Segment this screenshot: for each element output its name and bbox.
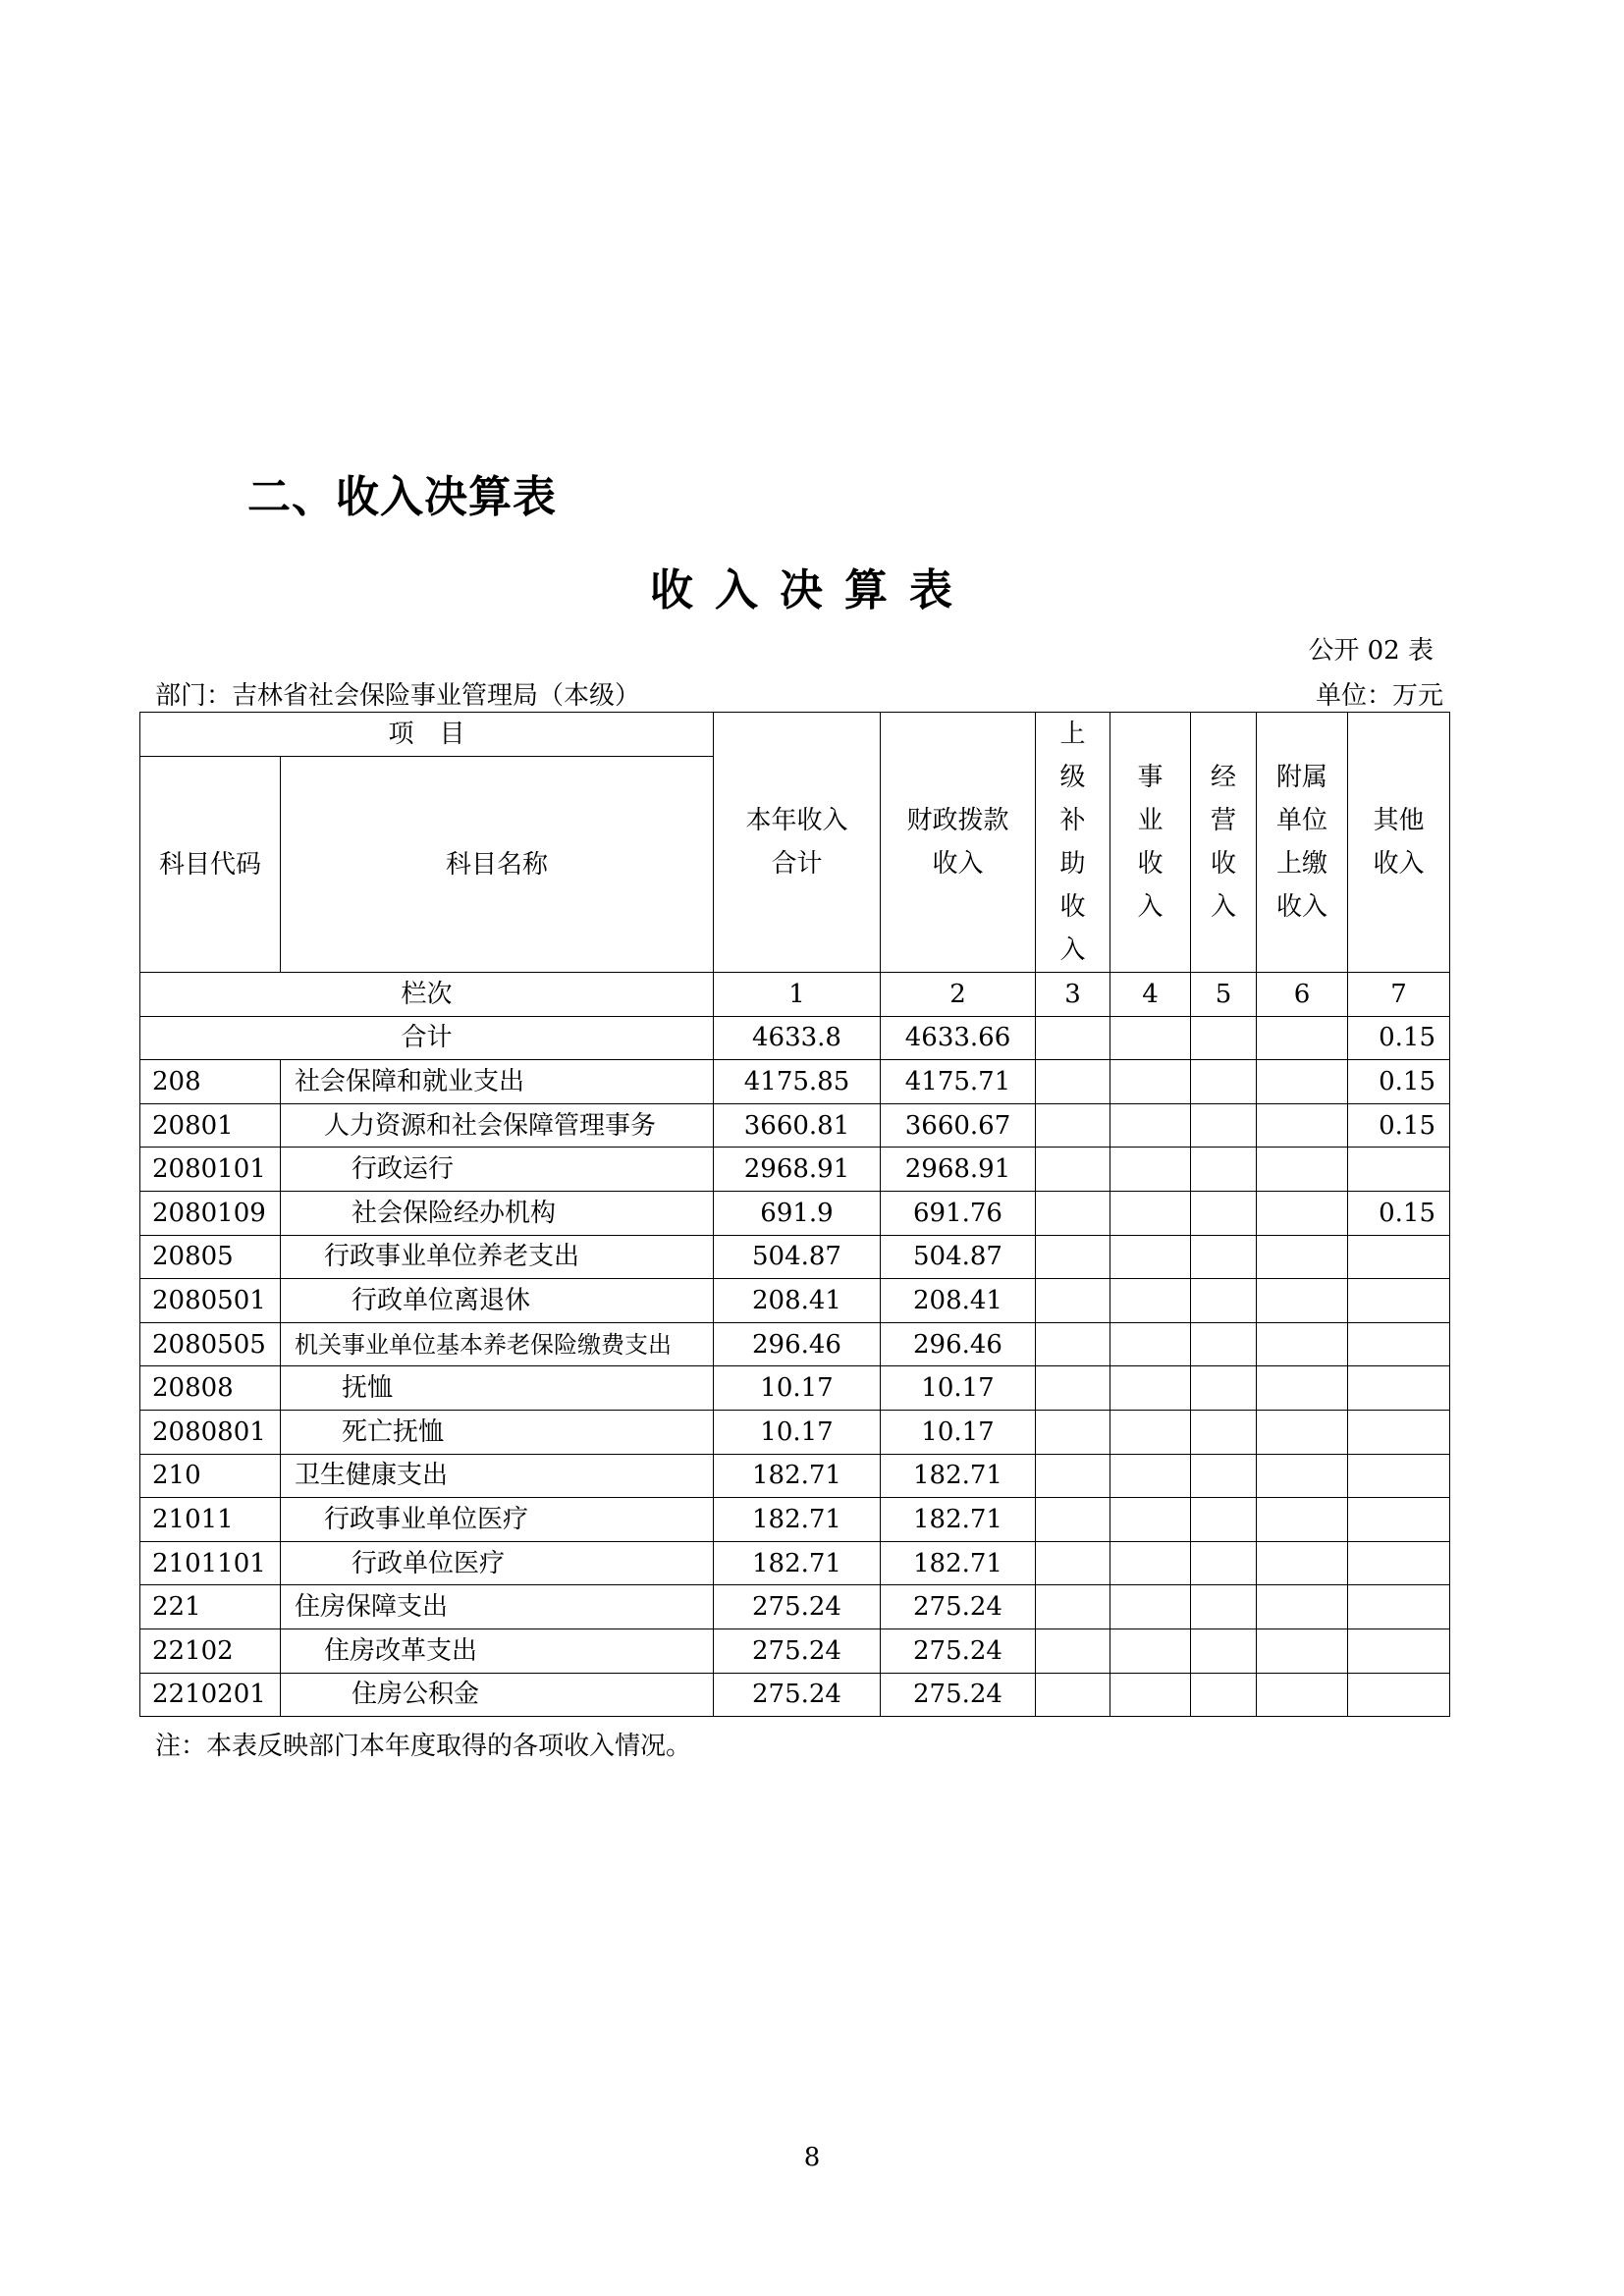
table-row (140, 1498, 1450, 1542)
subject-code-cell: 2080501 (140, 1279, 281, 1323)
header-text: 其他 (1373, 806, 1425, 835)
amount-cell (1036, 1541, 1110, 1585)
amount-cell (1110, 1410, 1191, 1454)
subject-name-cell: 卫生健康支出 (281, 1454, 714, 1498)
subject-name-cell: 住房改革支出 (281, 1629, 714, 1673)
amount-cell: 0.15 (1348, 1060, 1450, 1104)
amount-cell (1110, 1148, 1191, 1192)
header-text: 收 (1210, 849, 1236, 879)
amount-cell (1110, 1585, 1191, 1629)
amount-cell: 275.24 (881, 1629, 1036, 1673)
amount-cell: 182.71 (714, 1498, 881, 1542)
header-text: 经 (1210, 763, 1236, 792)
header-col5 (1191, 713, 1257, 973)
amount-cell (1257, 1541, 1348, 1585)
subject-name-cell: 死亡抚恤 (281, 1410, 714, 1454)
amount-cell: 182.71 (881, 1541, 1036, 1585)
amount-cell (1348, 1585, 1450, 1629)
amount-cell (1191, 1366, 1257, 1411)
header-text: 业 (1137, 806, 1164, 835)
amount-cell (1257, 1410, 1348, 1454)
column-index-cell: 7 (1348, 973, 1450, 1017)
amount-cell (1036, 1366, 1110, 1411)
subject-name-cell: 行政事业单位养老支出 (281, 1235, 714, 1279)
header-col1 (714, 713, 881, 973)
subject-code-cell: 2080505 (140, 1322, 281, 1366)
amount-cell (1191, 1498, 1257, 1542)
amount-cell (1191, 1629, 1257, 1673)
header-text: 本年收入 (745, 806, 848, 835)
header-text: 级 (1059, 763, 1086, 792)
header-text: 上缴 (1275, 849, 1327, 879)
amount-cell (1110, 1629, 1191, 1673)
amount-cell: 3660.81 (714, 1103, 881, 1148)
amount-cell (1257, 1060, 1348, 1104)
amount-cell (1348, 1148, 1450, 1192)
column-index-cell: 5 (1191, 973, 1257, 1017)
table-row (140, 1279, 1450, 1323)
amount-cell: 691.76 (881, 1191, 1036, 1235)
subject-code-cell: 22102 (140, 1629, 281, 1673)
amount-cell (1110, 1322, 1191, 1366)
amount-cell (1191, 1191, 1257, 1235)
amount-cell (1110, 1235, 1191, 1279)
total-value-cell: 4633.8 (714, 1016, 881, 1060)
header-text: 补 (1059, 806, 1086, 835)
header-text: 事 (1137, 763, 1164, 792)
amount-cell: 0.15 (1348, 1103, 1450, 1148)
amount-cell (1110, 1541, 1191, 1585)
amount-cell (1191, 1322, 1257, 1366)
amount-cell (1257, 1322, 1348, 1366)
amount-cell (1257, 1148, 1348, 1192)
amount-cell (1110, 1454, 1191, 1498)
header-text: 附属 (1275, 763, 1327, 792)
amount-cell (1110, 1498, 1191, 1542)
page-number: 8 (803, 2143, 821, 2172)
amount-cell (1257, 1673, 1348, 1717)
income-table (139, 712, 1450, 1717)
header-col2 (881, 713, 1036, 973)
amount-cell (1036, 1673, 1110, 1717)
amount-cell: 10.17 (714, 1366, 881, 1411)
column-index-label: 栏次 (140, 973, 714, 1017)
amount-cell (1036, 1629, 1110, 1673)
subject-name-cell: 行政运行 (281, 1148, 714, 1192)
total-value-cell (1257, 1016, 1348, 1060)
total-value-cell: 4633.66 (881, 1016, 1036, 1060)
amount-cell (1110, 1191, 1191, 1235)
amount-cell (1348, 1541, 1450, 1585)
subject-code-cell: 210 (140, 1454, 281, 1498)
header-name: 科目名称 (281, 757, 714, 973)
header-col6 (1257, 713, 1348, 973)
amount-cell (1348, 1235, 1450, 1279)
subject-code-cell: 2080109 (140, 1191, 281, 1235)
subject-name-cell: 社会保险经办机构 (281, 1191, 714, 1235)
table-row (140, 1673, 1450, 1717)
table-row (140, 1585, 1450, 1629)
amount-cell (1257, 1585, 1348, 1629)
table-row (140, 1148, 1450, 1192)
amount-cell: 4175.85 (714, 1060, 881, 1104)
header-col4 (1110, 713, 1191, 973)
subject-name-cell: 行政单位医疗 (281, 1541, 714, 1585)
header-text: 收入 (932, 849, 984, 879)
amount-cell: 10.17 (714, 1410, 881, 1454)
column-index-cell: 3 (1036, 973, 1110, 1017)
amount-cell: 10.17 (881, 1410, 1036, 1454)
amount-cell: 275.24 (881, 1673, 1036, 1717)
amount-cell: 208.41 (714, 1279, 881, 1323)
table-row (140, 1366, 1450, 1411)
header-col7 (1348, 713, 1450, 973)
amount-cell: 275.24 (714, 1629, 881, 1673)
amount-cell: 0.15 (1348, 1191, 1450, 1235)
subject-name-cell: 住房公积金 (281, 1673, 714, 1717)
section-heading: 二、收入决算表 (247, 472, 557, 522)
amount-cell: 296.46 (881, 1322, 1036, 1366)
amount-cell (1348, 1673, 1450, 1717)
header-text: 收 (1059, 892, 1086, 922)
subject-code-cell: 20805 (140, 1235, 281, 1279)
header-text: 财政拨款 (906, 806, 1009, 835)
amount-cell: 208.41 (881, 1279, 1036, 1323)
header-text: 单位 (1275, 806, 1327, 835)
amount-cell: 2968.91 (881, 1148, 1036, 1192)
amount-cell (1348, 1279, 1450, 1323)
amount-cell: 182.71 (881, 1498, 1036, 1542)
table-title: 收入决算表 (650, 565, 974, 615)
amount-cell (1191, 1235, 1257, 1279)
amount-cell: 2968.91 (714, 1148, 881, 1192)
amount-cell (1257, 1629, 1348, 1673)
amount-cell (1257, 1454, 1348, 1498)
amount-cell (1191, 1148, 1257, 1192)
amount-cell (1036, 1191, 1110, 1235)
amount-cell: 182.71 (881, 1454, 1036, 1498)
amount-cell: 275.24 (714, 1673, 881, 1717)
subject-code-cell: 21011 (140, 1498, 281, 1542)
amount-cell (1110, 1279, 1191, 1323)
subject-code-cell: 221 (140, 1585, 281, 1629)
amount-cell (1348, 1454, 1450, 1498)
amount-cell (1191, 1060, 1257, 1104)
header-text: 营 (1210, 806, 1236, 835)
amount-cell (1191, 1279, 1257, 1323)
amount-cell (1348, 1410, 1450, 1454)
unit-label: 单位：万元 (1315, 681, 1443, 711)
amount-cell (1348, 1629, 1450, 1673)
amount-cell (1257, 1191, 1348, 1235)
amount-cell: 275.24 (714, 1585, 881, 1629)
amount-cell (1036, 1454, 1110, 1498)
subject-name-cell: 住房保障支出 (281, 1585, 714, 1629)
subject-code-cell: 2210201 (140, 1673, 281, 1717)
amount-cell (1110, 1060, 1191, 1104)
subject-name-cell: 机关事业单位基本养老保险缴费支出 (281, 1322, 714, 1366)
amount-cell (1191, 1103, 1257, 1148)
total-label: 合计 (140, 1016, 714, 1060)
subject-code-cell: 20801 (140, 1103, 281, 1148)
amount-cell: 182.71 (714, 1541, 881, 1585)
header-text: 助 (1059, 849, 1086, 879)
table-note: 注：本表反映部门本年度取得的各项收入情况。 (155, 1732, 692, 1761)
table-row (140, 1454, 1450, 1498)
column-index-cell: 1 (714, 973, 881, 1017)
table-row (140, 1410, 1450, 1454)
subject-name-cell: 社会保障和就业支出 (281, 1060, 714, 1104)
amount-cell (1191, 1541, 1257, 1585)
amount-cell: 691.9 (714, 1191, 881, 1235)
amount-cell (1191, 1454, 1257, 1498)
amount-cell (1110, 1103, 1191, 1148)
amount-cell (1348, 1366, 1450, 1411)
amount-cell (1110, 1366, 1191, 1411)
amount-cell (1036, 1279, 1110, 1323)
amount-cell: 4175.71 (881, 1060, 1036, 1104)
header-code: 科目代码 (140, 757, 281, 973)
amount-cell (1257, 1366, 1348, 1411)
amount-cell (1191, 1585, 1257, 1629)
subject-code-cell: 2080801 (140, 1410, 281, 1454)
amount-cell (1036, 1103, 1110, 1148)
subject-name-cell: 行政事业单位医疗 (281, 1498, 714, 1542)
header-text: 合计 (771, 849, 823, 879)
subject-name-cell: 人力资源和社会保障管理事务 (281, 1103, 714, 1148)
table-row (140, 1235, 1450, 1279)
amount-cell (1257, 1279, 1348, 1323)
table-row (140, 1103, 1450, 1148)
header-text: 收入 (1373, 849, 1425, 879)
department-label: 部门：吉林省社会保险事业管理局（本级） (155, 681, 641, 711)
amount-cell: 182.71 (714, 1454, 881, 1498)
amount-cell (1036, 1498, 1110, 1542)
table-row (140, 1629, 1450, 1673)
header-text: 收 (1137, 849, 1164, 879)
header-col3 (1036, 713, 1110, 973)
amount-cell (1036, 1235, 1110, 1279)
table-row (140, 1322, 1450, 1366)
total-value-cell (1036, 1016, 1110, 1060)
amount-cell (1110, 1673, 1191, 1717)
subject-code-cell: 20808 (140, 1366, 281, 1411)
amount-cell: 504.87 (714, 1235, 881, 1279)
header-text: 上 (1059, 720, 1086, 749)
amount-cell (1191, 1410, 1257, 1454)
amount-cell (1036, 1322, 1110, 1366)
header-text: 入 (1210, 892, 1236, 922)
header-item: 项 目 (140, 713, 714, 757)
amount-cell (1348, 1498, 1450, 1542)
column-index-cell: 2 (881, 973, 1036, 1017)
amount-cell: 275.24 (881, 1585, 1036, 1629)
subject-name-cell: 行政单位离退休 (281, 1279, 714, 1323)
column-index-cell: 4 (1110, 973, 1191, 1017)
total-value-cell (1191, 1016, 1257, 1060)
header-text: 入 (1059, 935, 1086, 965)
table-row (140, 1541, 1450, 1585)
table-row (140, 1060, 1450, 1104)
subject-name-cell: 抚恤 (281, 1366, 714, 1411)
amount-cell (1036, 1585, 1110, 1629)
subject-code-cell: 208 (140, 1060, 281, 1104)
amount-cell: 296.46 (714, 1322, 881, 1366)
amount-cell (1191, 1673, 1257, 1717)
header-text: 入 (1137, 892, 1164, 922)
subject-code-cell: 2101101 (140, 1541, 281, 1585)
amount-cell (1036, 1060, 1110, 1104)
table-row (140, 1191, 1450, 1235)
amount-cell (1036, 1410, 1110, 1454)
subject-code-cell: 2080101 (140, 1148, 281, 1192)
amount-cell (1257, 1103, 1348, 1148)
amount-cell (1257, 1235, 1348, 1279)
amount-cell (1348, 1322, 1450, 1366)
amount-cell (1036, 1148, 1110, 1192)
column-index-cell: 6 (1257, 973, 1348, 1017)
amount-cell (1257, 1498, 1348, 1542)
amount-cell: 10.17 (881, 1366, 1036, 1411)
total-value-cell: 0.15 (1348, 1016, 1450, 1060)
form-number: 公开 02 表 (1308, 636, 1434, 666)
amount-cell: 3660.67 (881, 1103, 1036, 1148)
total-value-cell (1110, 1016, 1191, 1060)
amount-cell: 504.87 (881, 1235, 1036, 1279)
header-text: 收入 (1275, 892, 1327, 922)
